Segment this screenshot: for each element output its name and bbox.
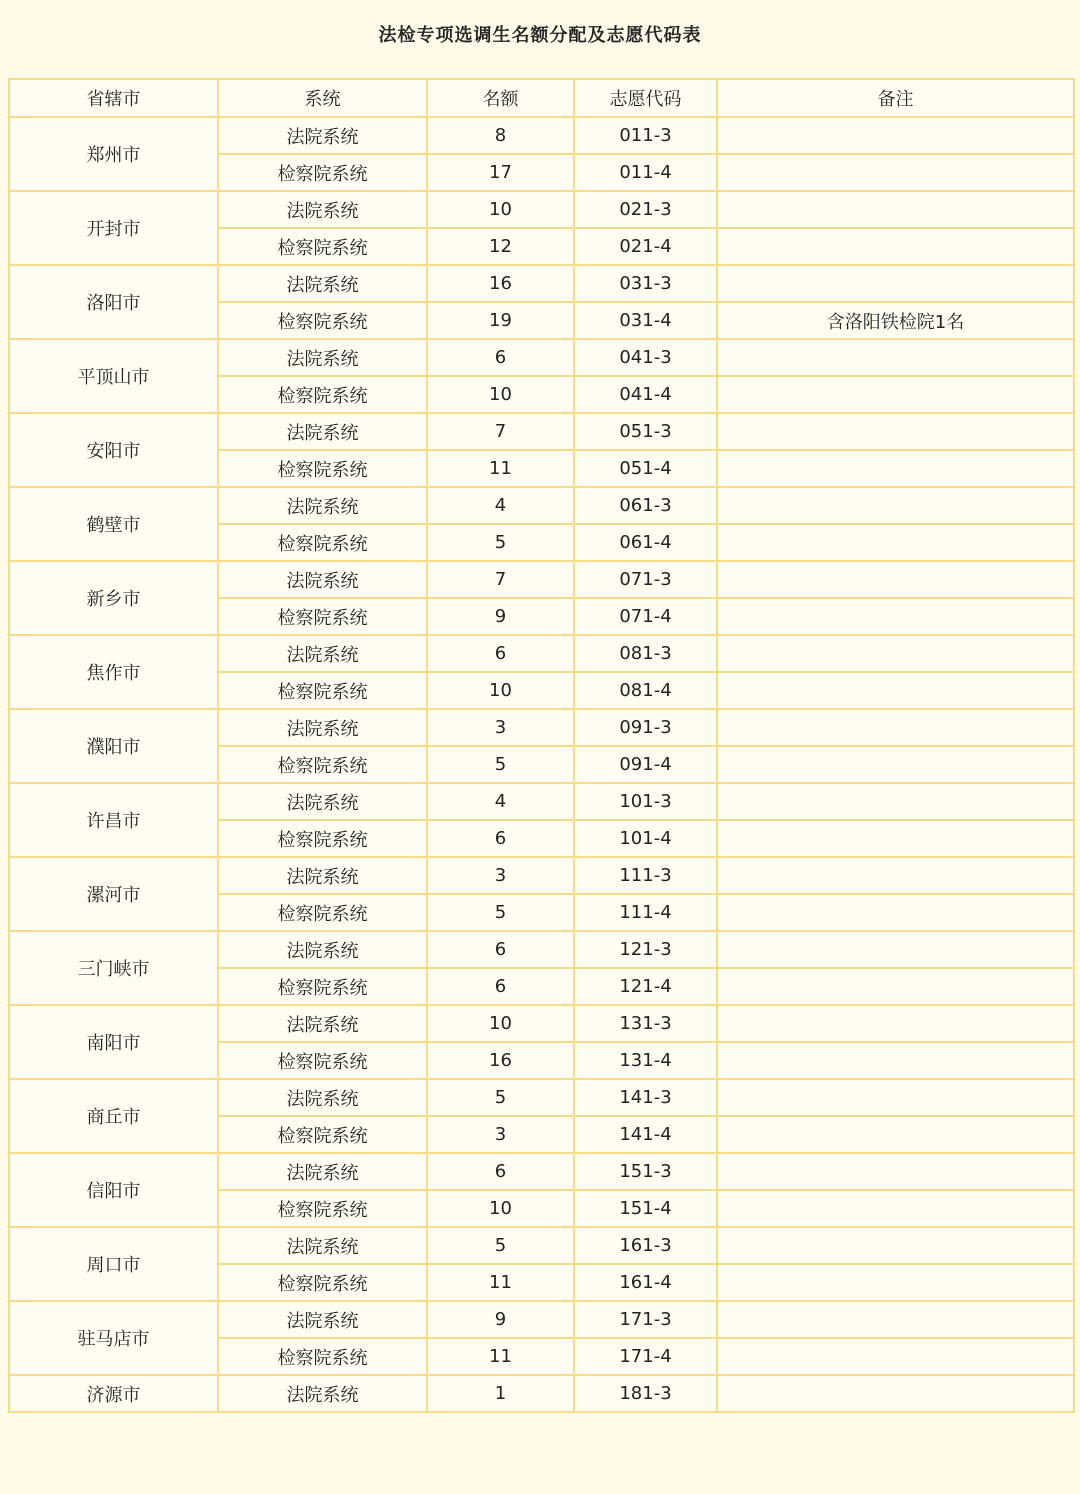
note-cell — [717, 228, 1074, 265]
quota-cell: 16 — [427, 1042, 574, 1079]
quota-cell: 6 — [427, 635, 574, 672]
code-cell: 051-3 — [574, 413, 717, 450]
city-cell: 鹤壁市 — [9, 487, 218, 561]
table-row — [9, 635, 1074, 672]
note-cell — [717, 265, 1074, 302]
table-row — [9, 561, 1074, 598]
note-cell — [717, 894, 1074, 931]
note-cell — [717, 1079, 1074, 1116]
system-cell: 法院系统 — [218, 1005, 427, 1042]
system-cell: 法院系统 — [218, 931, 427, 968]
system-cell: 检察院系统 — [218, 1116, 427, 1153]
table-row — [9, 487, 1074, 524]
system-cell: 法院系统 — [218, 1227, 427, 1264]
code-cell: 021-3 — [574, 191, 717, 228]
note-cell — [717, 709, 1074, 746]
table-row — [9, 1301, 1074, 1338]
system-cell: 法院系统 — [218, 635, 427, 672]
note-cell — [717, 1301, 1074, 1338]
system-cell: 法院系统 — [218, 783, 427, 820]
code-cell: 141-4 — [574, 1116, 717, 1153]
code-cell: 031-3 — [574, 265, 717, 302]
system-cell: 法院系统 — [218, 487, 427, 524]
note-cell — [717, 376, 1074, 413]
system-cell: 检察院系统 — [218, 968, 427, 1005]
quota-cell: 19 — [427, 302, 574, 339]
table-row — [9, 1005, 1074, 1042]
quota-cell: 8 — [427, 117, 574, 154]
quota-cell: 4 — [427, 783, 574, 820]
table-row — [9, 413, 1074, 450]
quota-cell: 6 — [427, 1153, 574, 1190]
table-row — [9, 1227, 1074, 1264]
city-cell: 许昌市 — [9, 783, 218, 857]
note-cell — [717, 1375, 1074, 1412]
city-cell: 三门峡市 — [9, 931, 218, 1005]
note-cell — [717, 783, 1074, 820]
note-cell — [717, 1190, 1074, 1227]
note-cell — [717, 1116, 1074, 1153]
system-cell: 检察院系统 — [218, 746, 427, 783]
system-cell: 检察院系统 — [218, 524, 427, 561]
system-cell: 法院系统 — [218, 1079, 427, 1116]
table-row — [9, 783, 1074, 820]
note-cell — [717, 598, 1074, 635]
table-row — [9, 1153, 1074, 1190]
note-cell — [717, 1338, 1074, 1375]
quota-cell: 10 — [427, 191, 574, 228]
table-header-row — [9, 79, 1074, 117]
code-cell: 181-3 — [574, 1375, 717, 1412]
quota-cell: 3 — [427, 709, 574, 746]
column-header-code: 志愿代码 — [574, 79, 717, 117]
code-cell: 131-4 — [574, 1042, 717, 1079]
system-cell: 法院系统 — [218, 117, 427, 154]
city-cell: 新乡市 — [9, 561, 218, 635]
system-cell: 检察院系统 — [218, 1338, 427, 1375]
table-row — [9, 857, 1074, 894]
code-cell: 071-3 — [574, 561, 717, 598]
note-cell — [717, 1005, 1074, 1042]
quota-cell: 7 — [427, 561, 574, 598]
code-cell: 011-3 — [574, 117, 717, 154]
code-cell: 061-3 — [574, 487, 717, 524]
city-cell: 郑州市 — [9, 117, 218, 191]
table-row — [9, 339, 1074, 376]
code-cell: 091-3 — [574, 709, 717, 746]
city-cell: 南阳市 — [9, 1005, 218, 1079]
page-title: 法检专项选调生名额分配及志愿代码表 — [378, 25, 702, 46]
system-cell: 法院系统 — [218, 709, 427, 746]
city-cell: 周口市 — [9, 1227, 218, 1301]
note-cell — [717, 635, 1074, 672]
quota-cell: 6 — [427, 339, 574, 376]
table-row — [9, 117, 1074, 154]
system-cell: 检察院系统 — [218, 598, 427, 635]
column-header-quota: 名额 — [427, 79, 574, 117]
system-cell: 法院系统 — [218, 413, 427, 450]
system-cell: 法院系统 — [218, 1375, 427, 1412]
note-cell — [717, 931, 1074, 968]
quota-cell: 6 — [427, 820, 574, 857]
code-cell: 121-4 — [574, 968, 717, 1005]
code-cell: 031-4 — [574, 302, 717, 339]
code-cell: 141-3 — [574, 1079, 717, 1116]
note-cell — [717, 413, 1074, 450]
system-cell: 法院系统 — [218, 857, 427, 894]
quota-cell: 10 — [427, 376, 574, 413]
code-cell: 121-3 — [574, 931, 717, 968]
code-cell: 081-3 — [574, 635, 717, 672]
column-header-city: 省辖市 — [9, 79, 218, 117]
note-cell — [717, 117, 1074, 154]
quota-cell: 11 — [427, 1264, 574, 1301]
city-cell: 安阳市 — [9, 413, 218, 487]
code-cell: 011-4 — [574, 154, 717, 191]
quota-cell: 16 — [427, 265, 574, 302]
note-cell — [717, 561, 1074, 598]
quota-cell: 11 — [427, 1338, 574, 1375]
quota-table — [8, 78, 1075, 1413]
note-cell — [717, 672, 1074, 709]
code-cell: 151-4 — [574, 1190, 717, 1227]
code-cell: 171-4 — [574, 1338, 717, 1375]
system-cell: 法院系统 — [218, 1301, 427, 1338]
code-cell: 171-3 — [574, 1301, 717, 1338]
note-cell — [717, 1153, 1074, 1190]
note-cell — [717, 857, 1074, 894]
table-row — [9, 931, 1074, 968]
code-cell: 151-3 — [574, 1153, 717, 1190]
quota-cell: 6 — [427, 931, 574, 968]
quota-cell: 12 — [427, 228, 574, 265]
system-cell: 检察院系统 — [218, 1190, 427, 1227]
system-cell: 法院系统 — [218, 1153, 427, 1190]
city-cell: 洛阳市 — [9, 265, 218, 339]
note-cell — [717, 1042, 1074, 1079]
quota-cell: 5 — [427, 1079, 574, 1116]
quota-cell: 5 — [427, 1227, 574, 1264]
note-cell — [717, 154, 1074, 191]
note-cell — [717, 820, 1074, 857]
quota-cell: 10 — [427, 1005, 574, 1042]
code-cell: 051-4 — [574, 450, 717, 487]
system-cell: 法院系统 — [218, 265, 427, 302]
code-cell: 101-4 — [574, 820, 717, 857]
note-cell — [717, 191, 1074, 228]
table-row — [9, 265, 1074, 302]
code-cell: 041-4 — [574, 376, 717, 413]
city-cell: 焦作市 — [9, 635, 218, 709]
quota-cell: 5 — [427, 746, 574, 783]
quota-cell: 6 — [427, 968, 574, 1005]
city-cell: 濮阳市 — [9, 709, 218, 783]
quota-cell: 17 — [427, 154, 574, 191]
system-cell: 检察院系统 — [218, 1042, 427, 1079]
table-row — [9, 191, 1074, 228]
table-row — [9, 709, 1074, 746]
city-cell: 商丘市 — [9, 1079, 218, 1153]
system-cell: 法院系统 — [218, 561, 427, 598]
code-cell: 101-3 — [574, 783, 717, 820]
system-cell: 检察院系统 — [218, 450, 427, 487]
system-cell: 检察院系统 — [218, 228, 427, 265]
code-cell: 061-4 — [574, 524, 717, 561]
code-cell: 081-4 — [574, 672, 717, 709]
quota-cell: 9 — [427, 1301, 574, 1338]
quota-cell: 10 — [427, 672, 574, 709]
system-cell: 法院系统 — [218, 191, 427, 228]
table-row — [9, 1375, 1074, 1412]
system-cell: 检察院系统 — [218, 672, 427, 709]
note-cell — [717, 746, 1074, 783]
table-body — [9, 79, 1074, 1412]
city-cell: 驻马店市 — [9, 1301, 218, 1375]
column-header-note: 备注 — [717, 79, 1074, 117]
system-cell: 检察院系统 — [218, 1264, 427, 1301]
quota-cell: 1 — [427, 1375, 574, 1412]
note-cell — [717, 1227, 1074, 1264]
system-cell: 检察院系统 — [218, 376, 427, 413]
quota-cell: 3 — [427, 857, 574, 894]
code-cell: 161-3 — [574, 1227, 717, 1264]
note-cell — [717, 339, 1074, 376]
quota-cell: 9 — [427, 598, 574, 635]
city-cell: 济源市 — [9, 1375, 218, 1412]
quota-cell: 11 — [427, 450, 574, 487]
code-cell: 091-4 — [574, 746, 717, 783]
system-cell: 检察院系统 — [218, 154, 427, 191]
system-cell: 检察院系统 — [218, 894, 427, 931]
quota-cell: 5 — [427, 524, 574, 561]
table-row — [9, 1079, 1074, 1116]
note-cell — [717, 487, 1074, 524]
quota-cell: 7 — [427, 413, 574, 450]
quota-cell: 5 — [427, 894, 574, 931]
note-cell — [717, 1264, 1074, 1301]
city-cell: 漯河市 — [9, 857, 218, 931]
system-cell: 检察院系统 — [218, 302, 427, 339]
note-cell — [717, 450, 1074, 487]
note-cell: 含洛阳铁检院1名 — [717, 302, 1074, 339]
code-cell: 111-3 — [574, 857, 717, 894]
code-cell: 021-4 — [574, 228, 717, 265]
code-cell: 111-4 — [574, 894, 717, 931]
code-cell: 041-3 — [574, 339, 717, 376]
column-header-system: 系统 — [218, 79, 427, 117]
code-cell: 161-4 — [574, 1264, 717, 1301]
quota-cell: 3 — [427, 1116, 574, 1153]
quota-cell: 10 — [427, 1190, 574, 1227]
code-cell: 131-3 — [574, 1005, 717, 1042]
city-cell: 信阳市 — [9, 1153, 218, 1227]
city-cell: 平顶山市 — [9, 339, 218, 413]
note-cell — [717, 524, 1074, 561]
code-cell: 071-4 — [574, 598, 717, 635]
system-cell: 法院系统 — [218, 339, 427, 376]
note-cell — [717, 968, 1074, 1005]
system-cell: 检察院系统 — [218, 820, 427, 857]
city-cell: 开封市 — [9, 191, 218, 265]
quota-cell: 4 — [427, 487, 574, 524]
